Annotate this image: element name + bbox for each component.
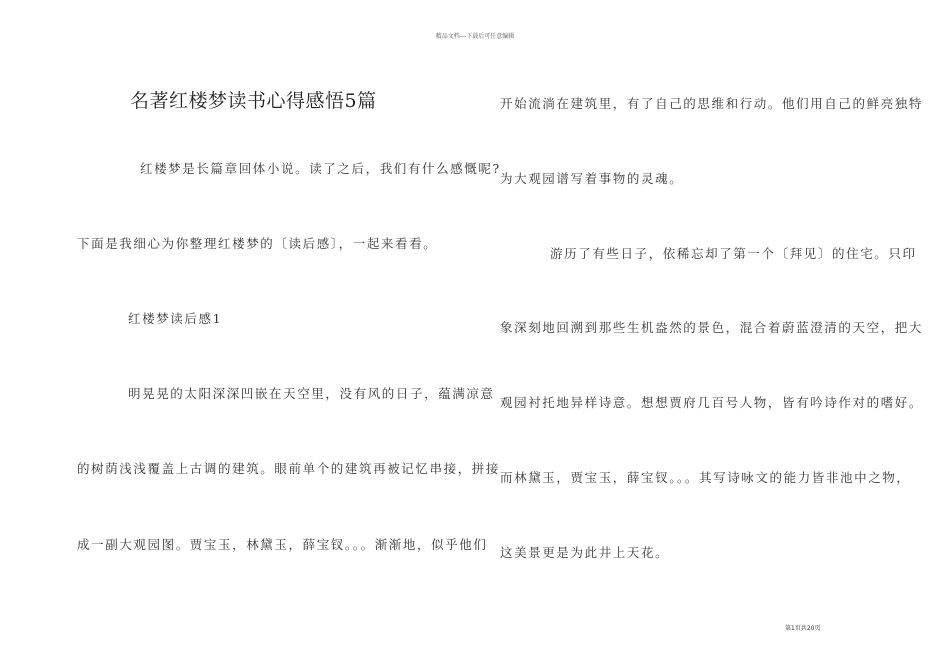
page-number: 第1页共20页 bbox=[785, 625, 821, 632]
right-line-4: 象深刻地回溯到那些生机盎然的景色，混合着蔚蓝澄清的天空，把大 bbox=[500, 320, 924, 335]
left-line-1: 红楼梦是长篇章回体小说。读了之后，我们有什么感慨呢? bbox=[140, 161, 501, 176]
page-header: 精品文档---下载后可任意编辑 bbox=[435, 33, 515, 40]
right-line-6: 而林黛玉，贾宝玉，薛宝钗。。。其写诗咏文的能力皆非池中之物， bbox=[500, 470, 911, 485]
right-line-7: 这美景更是为此井上天花。 bbox=[500, 545, 670, 560]
left-line-2: 下面是我细心为你整理红楼梦的〔读后感〕，一起来看看。 bbox=[77, 236, 438, 251]
right-line-3: 游历了有些日子，依稀忘却了第一个〔拜见〕的住宅。只印 bbox=[550, 246, 917, 261]
right-line-1: 开始流淌在建筑里，有了自己的思维和行动。他们用自己的鲜亮独特 bbox=[500, 96, 924, 111]
right-line-5: 观园衬托地异样诗意。想想贾府几百号人物，皆有吟诗作对的嗜好。 bbox=[500, 395, 924, 410]
left-line-6: 成一副大观园图。贾宝玉，林黛玉，薛宝钗。。。渐渐地，似乎他们 bbox=[77, 537, 488, 552]
right-line-2: 为大观园谱写着事物的灵魂。 bbox=[500, 171, 684, 186]
document-title: 名著红楼梦读书心得感悟5篇 bbox=[130, 90, 377, 112]
left-line-5: 的树荫浅浅覆盖上古调的建筑。眼前单个的建筑再被记忆串接，拼接 bbox=[77, 461, 501, 476]
left-line-4: 明晃晃的太阳深深凹嵌在天空里，没有风的日子，蕴满凉意 bbox=[128, 386, 495, 401]
section-heading-1: 红楼梦读后感1 bbox=[128, 311, 223, 326]
